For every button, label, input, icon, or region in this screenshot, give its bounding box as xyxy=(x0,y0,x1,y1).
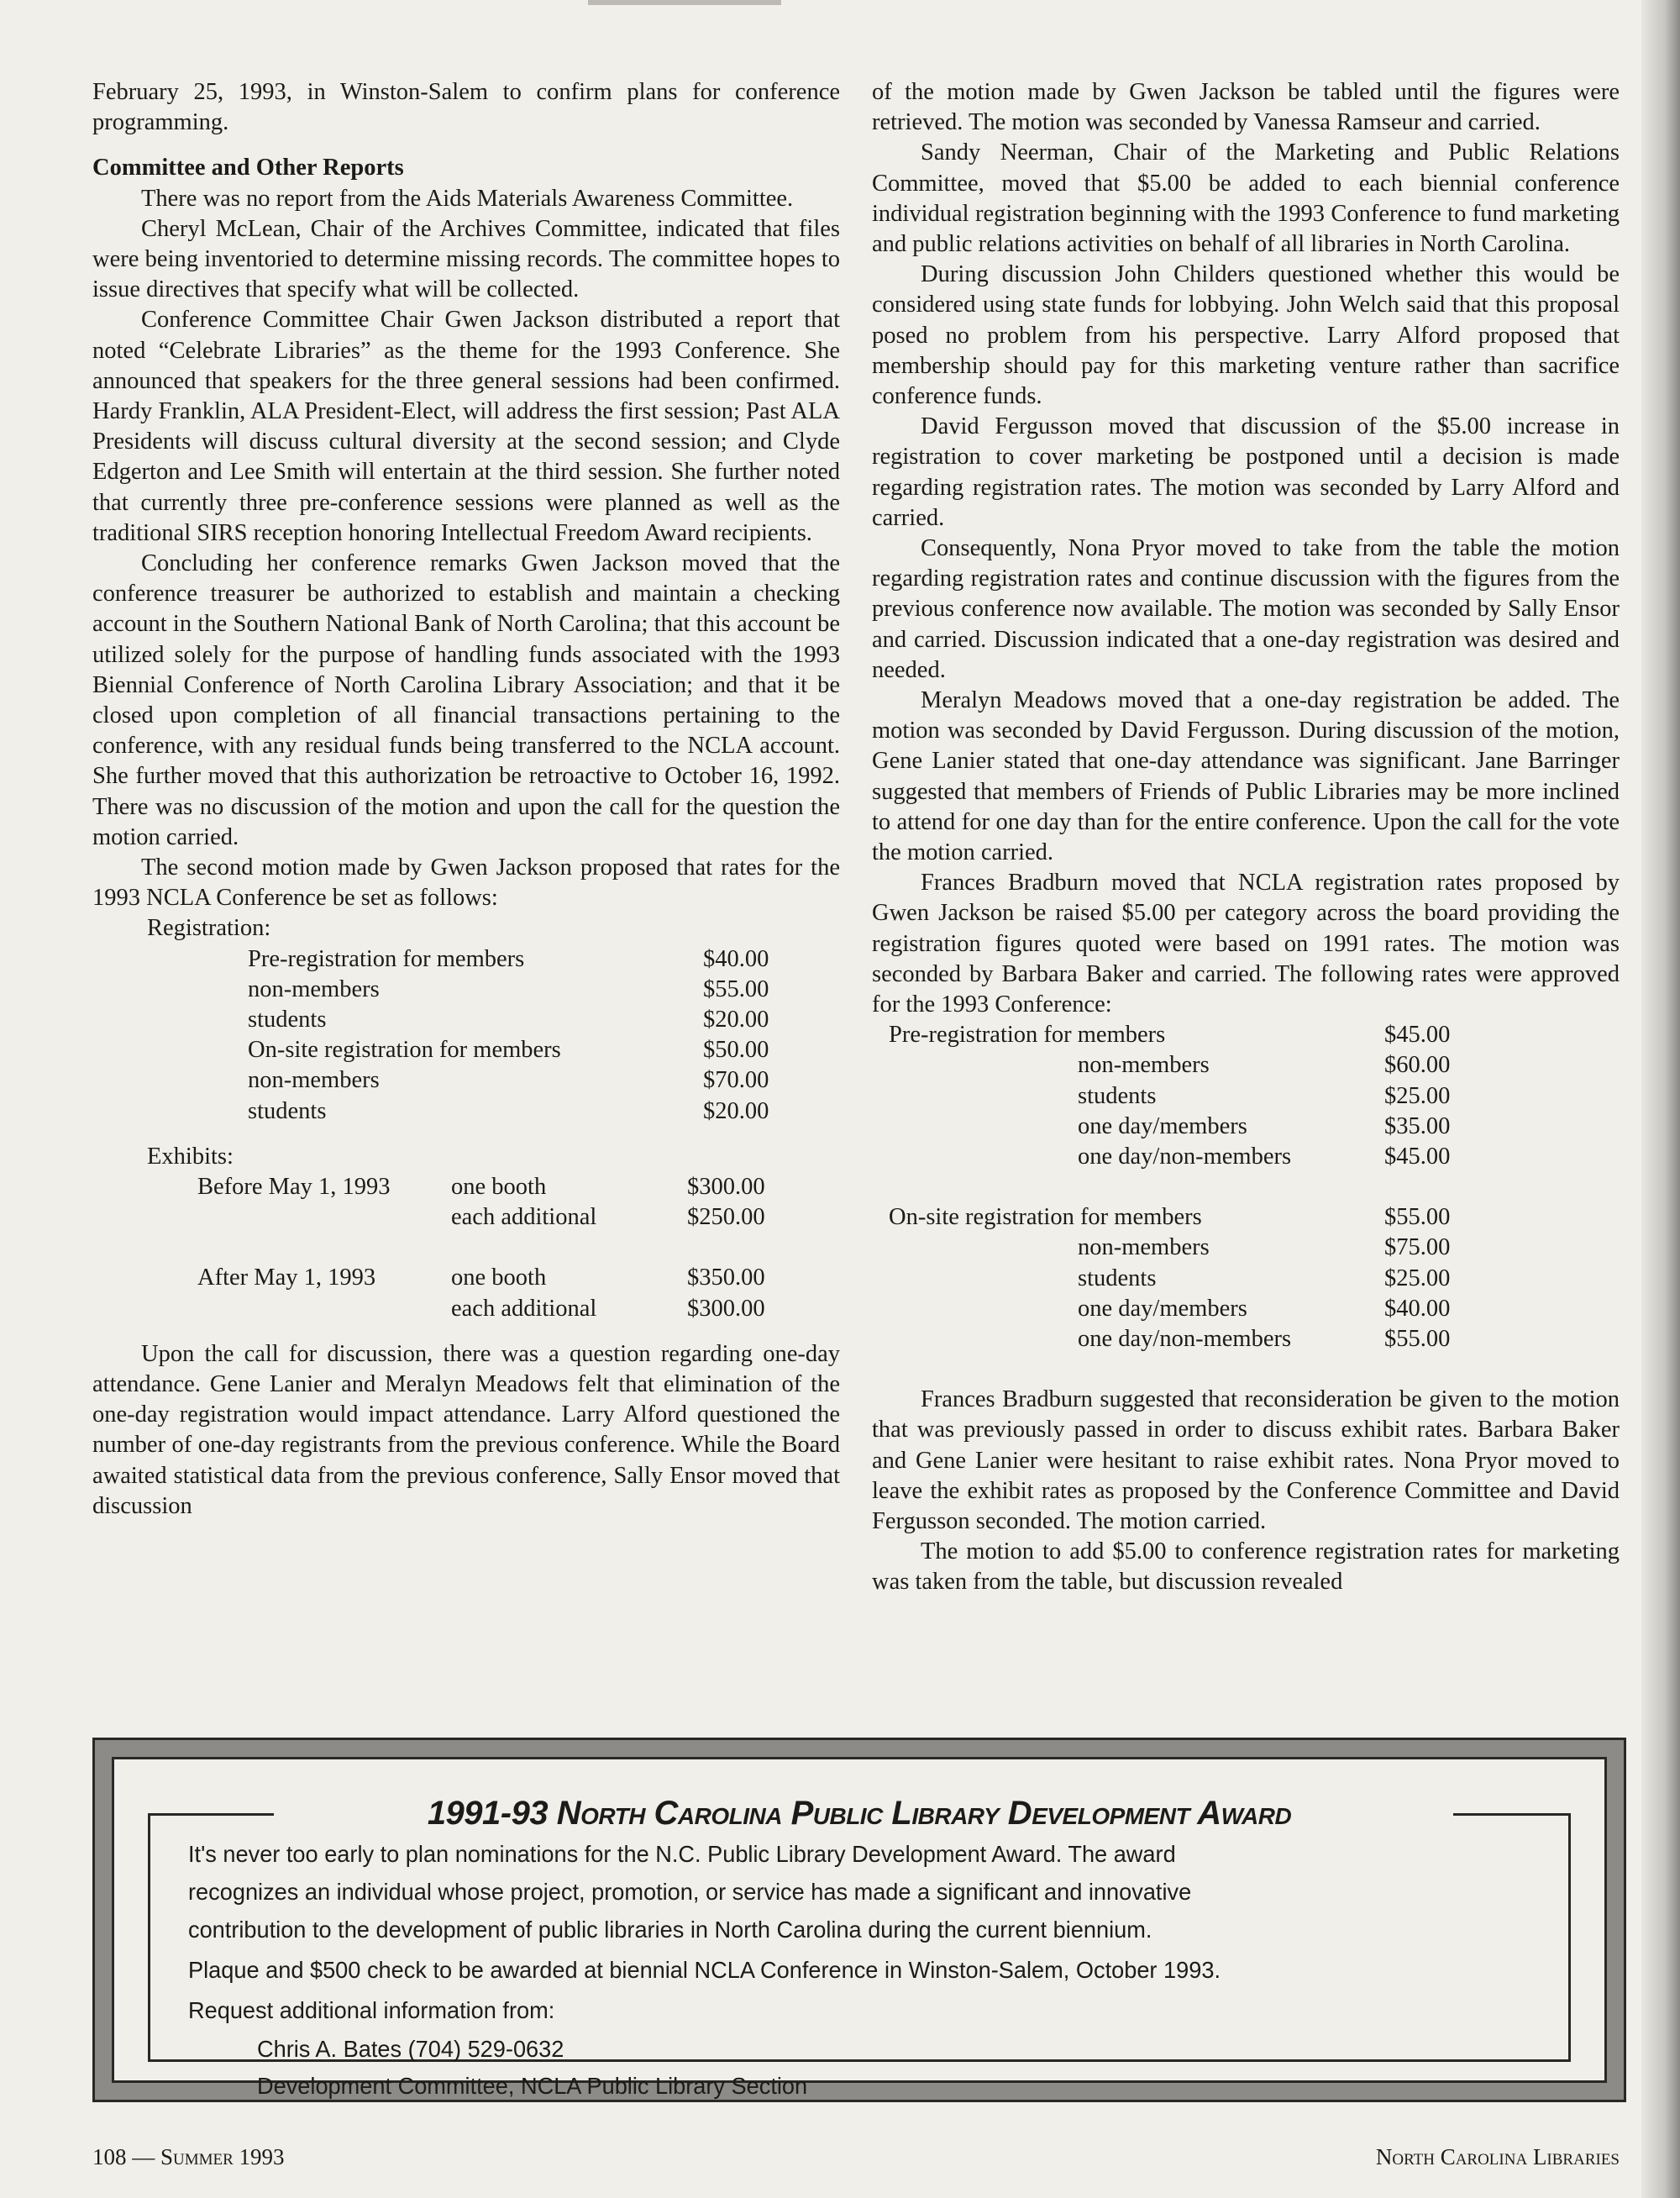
paragraph: Conference Committee Chair Gwen Jackson distributed a report that noted “Celebrate Libraries” as the theme for the 1993 Conference. She announced that speakers for the three general sessions had been confirmed. Hardy Franklin, ALA President-Elect, will address the first session; Past ALA Presidents will discuss cultural diversity at the second session; and Clyde Edgerton and Lee Smith will entertain at the third session. She further noted that currently three pre-conference sessions were planned as well as the traditional SIRS reception honoring Intellectual Freedom Award recipients. xyxy=(92,307,840,546)
rate-row xyxy=(872,1081,1620,1112)
rate-amount: $75.00 xyxy=(1384,1234,1451,1261)
award-text-line: Development Committee, NCLA Public Library Section xyxy=(257,2073,808,2099)
rate-amount: $45.00 xyxy=(1384,1144,1451,1170)
paragraph: Frances Bradburn suggested that reconsideration be given to the motion that was previously passed in order to discuss exhibit rates. Barbara Baker and Gene Lanier were hesitant to raise exhibit rates. Nona Pryor moved to leave the exhibit rates as proposed by the Conference Committee and David Fergusson seconded. The motion carried. xyxy=(872,1386,1620,1534)
rate-label: non-members xyxy=(248,975,380,1002)
paragraph: There was no report from the Aids Materials Awareness Committee. xyxy=(141,185,794,212)
rate-amount: $25.00 xyxy=(1384,1082,1451,1109)
exhibit-row xyxy=(92,1294,840,1324)
rate-label: students xyxy=(1078,1082,1157,1109)
exhibit-amount: $250.00 xyxy=(687,1204,765,1231)
exhibit-row xyxy=(92,1202,840,1233)
award-text-line: Chris A. Bates (704) 529-0632 xyxy=(257,2036,564,2062)
rate-amount: $60.00 xyxy=(1384,1052,1451,1079)
paragraph: Cheryl McLean, Chair of the Archives Committee, indicated that files were being inventoried to determine missing records. The committee hopes to issue directives that specify what will be collected. xyxy=(92,215,840,303)
rate-row xyxy=(92,944,840,975)
registration-label-row xyxy=(92,913,840,944)
rate-row xyxy=(872,1294,1620,1324)
rate-amount: $40.00 xyxy=(1384,1295,1451,1322)
rate-label: non-members xyxy=(248,1067,380,1094)
exhibits-label-row xyxy=(92,1142,840,1172)
rate-label: one day/non-members xyxy=(1078,1144,1292,1170)
rate-row xyxy=(872,1112,1620,1142)
award-text-line: Request additional information from: xyxy=(188,1997,555,2023)
paragraph: Concluding her conference remarks Gwen Jackson moved that the conference treasurer be authorized to establish and maintain a checking account in the Southern National Bank of North Carolina; that this account be utilized solely for the purpose of handling funds associated with the 1993 Biennial Conference of North Carolina Library Association; and that it be closed upon completion of all financial transactions pertaining to the conference, with any residual funds being transferred to the NCLA account. She further moved that this authorization be retroactive to October 16, 1992. There was no discussion of the motion and upon the call for the question the motion carried. xyxy=(92,550,840,850)
exhibit-row xyxy=(92,1172,840,1202)
section-heading: Committee and Other Reports xyxy=(92,155,404,181)
rate-row xyxy=(872,1202,1620,1233)
rate-amount: $70.00 xyxy=(703,1067,769,1094)
rate-amount: $55.00 xyxy=(1384,1204,1451,1231)
rate-row xyxy=(872,1233,1620,1263)
paragraph: Sandy Neerman, Chair of the Marketing and Public Relations Committee, moved that $5.00 be added to each biennial conference individual registration beginning with the 1993 Conference to fund marketing and public relations activities on behalf of all libraries in North Carolina. xyxy=(872,139,1620,258)
award-text-line: Plaque and $500 check to be awarded at biennial NCLA Conference in Winston-Salem, October 1993. xyxy=(188,1957,1221,1983)
exhibit-item: one booth xyxy=(451,1173,547,1200)
rate-amount: $55.00 xyxy=(703,975,769,1002)
rate-label: students xyxy=(248,1097,327,1124)
exhibit-amount: $300.00 xyxy=(687,1173,765,1200)
scan-mark xyxy=(588,0,781,5)
rate-row xyxy=(872,1264,1620,1294)
rate-amount: $40.00 xyxy=(703,945,769,972)
footer-publication: North Carolina Libraries xyxy=(1375,2144,1620,2169)
paragraph: The second motion made by Gwen Jackson proposed that rates for the 1993 NCLA Conference be set as follows: xyxy=(92,854,840,912)
exhibit-row xyxy=(92,1263,840,1293)
page-edge xyxy=(1641,0,1680,2198)
paragraph: Consequently, Nona Pryor moved to take from the table the motion regarding registration rates and continue discussion with the figures from the previous conference now available. The motion was seconded by Sally Ensor and carried. Discussion indicated that a one-day registration was desired and needed. xyxy=(872,535,1620,683)
right-column xyxy=(872,77,1620,1598)
exhibit-item: one booth xyxy=(451,1265,547,1291)
award-announcement-box xyxy=(92,1738,1626,2102)
rate-row xyxy=(92,1065,840,1096)
left-column xyxy=(92,77,840,1522)
paragraph: Meralyn Meadows moved that a one-day registration be added. The motion was seconded by David Fergusson. During discussion of the motion, Gene Lanier stated that one-day attendance was significant. Jane Barringer suggested that members of Friends of Public Libraries may be more inclined to attend for one day than for the entire conference. Upon the call for the vote the motion carried. xyxy=(872,687,1620,866)
rate-label: Pre-registration for members xyxy=(889,1022,1166,1049)
rate-amount: $25.00 xyxy=(1384,1265,1451,1291)
rate-row xyxy=(92,1005,840,1035)
rate-label: one day/members xyxy=(1078,1112,1247,1139)
paragraph: The motion to add $5.00 to conference registration rates for marketing was taken from the table, but discussion revealed xyxy=(872,1538,1620,1596)
rate-label: one day/members xyxy=(1078,1295,1247,1322)
rate-row xyxy=(872,1050,1620,1081)
rate-label: On-site registration for members xyxy=(889,1204,1202,1231)
rate-row xyxy=(872,1020,1620,1050)
award-text-line: contribution to the development of public libraries in North Carolina during the current biennium. xyxy=(188,1917,1152,1943)
rate-label: non-members xyxy=(1078,1234,1210,1261)
paragraph: Upon the call for discussion, there was a question regarding one-day attendance. Gene Lanier and Meralyn Meadows felt that elimination of the one-day registration would impact attendance. Larry Alford questioned the number of one-day registrants from the previous conference. While the Board awaited statistical data from the previous conference, Sally Ensor moved that discussion xyxy=(92,1340,840,1519)
rate-amount: $20.00 xyxy=(703,1007,769,1033)
rate-amount: $50.00 xyxy=(703,1037,769,1064)
exhibit-period: Before May 1, 1993 xyxy=(197,1173,391,1200)
rate-label: students xyxy=(1078,1265,1157,1291)
rate-row xyxy=(872,1324,1620,1354)
registration-label: Registration: xyxy=(147,915,271,942)
exhibit-amount: $350.00 xyxy=(687,1265,765,1291)
footer-page-info: 108 — Summer 1993 xyxy=(92,2144,285,2169)
rate-amount: $45.00 xyxy=(1384,1022,1451,1049)
rate-label: On-site registration for members xyxy=(248,1037,561,1064)
rate-label: students xyxy=(248,1007,327,1033)
rate-label: Pre-registration for members xyxy=(248,945,525,972)
paragraph: During discussion John Childers questioned whether this would be considered using state funds for lobbying. John Welch said that this proposal posed no problem from his perspective. Larry Alford proposed that membership should pay for this marketing venture rather than sacrifice conference funds. xyxy=(872,261,1620,410)
rate-amount: $20.00 xyxy=(703,1097,769,1124)
rate-row xyxy=(872,1142,1620,1172)
paragraph: of the motion made by Gwen Jackson be tabled until the figures were retrieved. The motion was seconded by Vanessa Ramseur and carried. xyxy=(872,79,1620,136)
exhibit-amount: $300.00 xyxy=(687,1295,765,1322)
exhibit-period: After May 1, 1993 xyxy=(197,1265,376,1291)
rate-row xyxy=(92,975,840,1005)
exhibit-item: each additional xyxy=(451,1295,597,1322)
rate-label: non-members xyxy=(1078,1052,1210,1079)
paragraph: Frances Bradburn moved that NCLA registration rates proposed by Gwen Jackson be raised $5.00 per category across the board providing the registration figures quoted were based on 1991 rates. The motion was seconded by Barbara Baker and carried. The following rates were approved for the 1993 Conference: xyxy=(872,870,1620,1018)
rate-row xyxy=(92,1096,840,1127)
rate-label: one day/non-members xyxy=(1078,1325,1292,1352)
award-title: 1991-93 North Carolina Public Library Development Award xyxy=(114,1795,1604,1833)
paragraph: David Fergusson moved that discussion of the $5.00 increase in registration to cover marketing be postponed until a decision is made regarding registration rates. The motion was seconded by Larry Alford and carried. xyxy=(872,413,1620,531)
paragraph: February 25, 1993, in Winston-Salem to confirm plans for conference programming. xyxy=(92,79,840,136)
exhibits-label: Exhibits: xyxy=(147,1143,234,1170)
exhibit-item: each additional xyxy=(451,1204,597,1231)
rate-amount: $35.00 xyxy=(1384,1112,1451,1139)
rate-row xyxy=(92,1035,840,1065)
award-text-line: It's never too early to plan nominations for the N.C. Public Library Development Award. The award xyxy=(188,1841,1176,1867)
award-text-line: recognizes an individual whose project, promotion, or service has made a significant and innovative xyxy=(188,1879,1192,1905)
rate-amount: $55.00 xyxy=(1384,1325,1451,1352)
